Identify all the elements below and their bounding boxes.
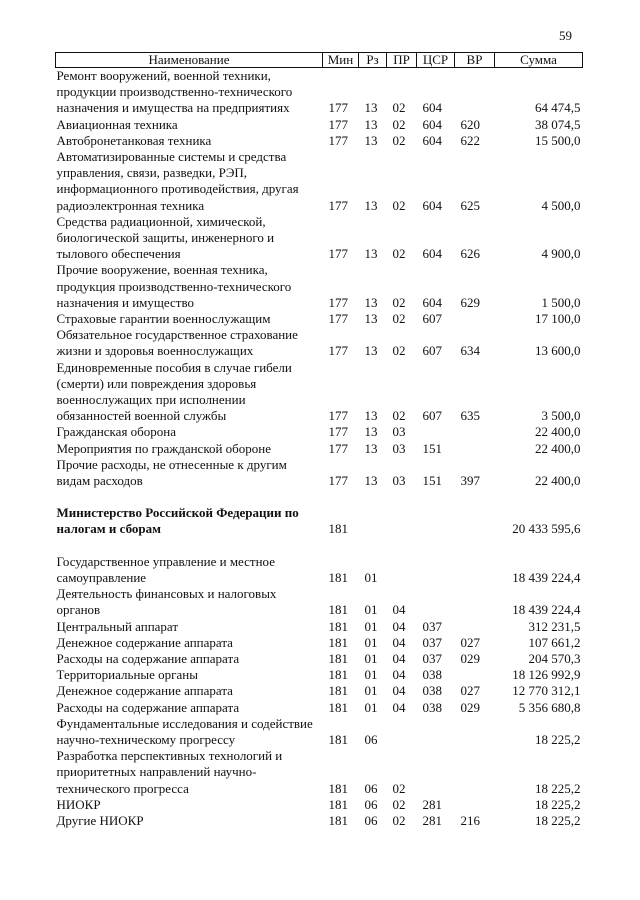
cell-name: Государственное управление и местное самоуправление [56,553,275,585]
cell-name: Автобронетанковая техника [56,132,212,148]
cell-vr: 625 [460,197,480,213]
cell-pr: 02 [392,796,406,812]
cell-rz: 01 [364,618,378,634]
cell-pr: 02 [392,197,406,213]
cell-csr: 151 [422,440,442,456]
cell-pr: 03 [392,440,406,456]
cell-min: 177 [328,343,348,359]
cell-name: Другие НИОКР [56,812,144,828]
cell-min: 181 [328,780,348,796]
cell-sum: 107 661,2 [528,634,581,650]
cell-csr: 281 [422,796,442,812]
cell-rz: 13 [364,116,378,132]
cell-pr: 02 [392,116,406,132]
cell-sum: 5 356 680,8 [518,699,581,715]
cell-name: Прочие вооружение, военная техника, продукция производственно-технического назначения и имущество [56,262,292,310]
table-row [56,117,583,133]
cell-csr: 151 [422,473,442,489]
cell-sum: 4 500,0 [541,197,581,213]
cell-sum: 22 400,0 [535,424,581,440]
cell-rz: 01 [364,634,378,650]
cell-csr [417,538,455,586]
cell-vr [455,586,495,618]
cell-vr [455,619,495,635]
header-pr: ПР [387,53,417,68]
cell-pr: 04 [392,683,406,699]
cell-rz: 13 [364,424,378,440]
cell-vr [455,667,495,683]
cell-sum: 15 500,0 [535,132,581,148]
cell-vr: 029 [460,699,480,715]
table-row [56,748,583,797]
cell-name: Разработка перспективных технологий и приоритетных направлений научно-технического прогресса [56,748,283,796]
cell-min: 177 [328,246,348,262]
cell-sum: 18 126 992,9 [512,667,581,683]
cell-sum: 312 231,5 [528,618,581,634]
cell-rz: 01 [364,683,378,699]
table-row [56,586,583,618]
cell-name: Центральный аппарат [56,618,179,634]
cell-min: 181 [328,731,348,747]
cell-csr: 038 [422,683,442,699]
cell-vr: 029 [460,650,480,666]
cell-pr: 04 [392,618,406,634]
table-body [56,68,583,830]
cell-rz: 06 [364,812,378,828]
cell-min: 181 [328,699,348,715]
cell-name: Единовременные пособия в случае гибели (смерти) или повреждения здоровья военнослужащих при исполнении обязанностей военной службы [56,359,292,424]
cell-vr: 397 [460,473,480,489]
cell-pr: 02 [392,408,406,424]
cell-pr [387,489,417,537]
cell-min: 181 [328,667,348,683]
cell-rz: 13 [364,473,378,489]
cell-rz: 13 [364,294,378,310]
cell-vr: 626 [460,246,480,262]
cell-vr [455,716,495,748]
table-row [56,360,583,425]
cell-vr [455,797,495,813]
cell-csr: 038 [422,667,442,683]
cell-min: 181 [328,683,348,699]
cell-name: Прочие расходы, не отнесенные к другим видам расходов [56,456,287,489]
cell-name: Авиационная техника [56,116,178,132]
cell-min: 177 [328,132,348,148]
cell-name: Министерство Российской Федерации по налогам и сборам [56,505,299,537]
cell-rz: 13 [364,197,378,213]
table-row [56,133,583,149]
cell-csr: 604 [422,132,442,148]
cell-rz: 13 [364,408,378,424]
cell-vr: 634 [460,343,480,359]
cell-vr [455,68,495,117]
page-number: 59 [559,28,572,43]
cell-name: Денежное содержание аппарата [56,683,233,699]
cell-sum: 38 074,5 [535,116,581,132]
cell-name: Денежное содержание аппарата [56,634,233,650]
table-row [56,262,583,311]
cell-rz: 06 [364,796,378,812]
cell-vr [455,748,495,797]
cell-csr: 038 [422,699,442,715]
cell-vr: 027 [460,634,480,650]
cell-pr: 04 [392,634,406,650]
budget-table [55,52,583,829]
cell-min: 177 [328,473,348,489]
cell-sum: 12 770 312,1 [512,683,581,699]
cell-sum: 20 433 595,6 [512,521,581,537]
cell-pr: 04 [392,650,406,666]
cell-sum: 204 570,3 [528,650,581,666]
cell-pr: 02 [392,343,406,359]
cell-min: 181 [328,569,348,585]
cell-csr: 037 [422,618,442,634]
cell-min: 177 [328,116,348,132]
table-row [56,635,583,651]
table-row [56,716,583,748]
cell-rz: 01 [364,667,378,683]
cell-rz: 01 [364,650,378,666]
table-row [56,538,583,586]
cell-min: 177 [328,440,348,456]
cell-csr: 607 [422,343,442,359]
cell-vr [455,489,495,537]
cell-csr: 281 [422,812,442,828]
cell-min: 181 [328,650,348,666]
table-row [56,813,583,829]
table-row [56,667,583,683]
cell-rz: 01 [364,569,378,585]
cell-rz: 01 [364,602,378,618]
cell-vr: 027 [460,683,480,699]
cell-rz: 13 [364,343,378,359]
cell-min: 177 [328,294,348,310]
cell-min: 177 [328,408,348,424]
cell-csr [417,716,455,748]
cell-min: 181 [328,812,348,828]
table-row [56,149,583,214]
cell-pr: 02 [392,780,406,796]
header-vr: ВР [455,53,495,68]
cell-name: Средства радиационной, химической, биологической защиты, инженерного и тылового обеспечения [56,213,275,262]
cell-sum: 18 225,2 [535,780,581,796]
cell-name: НИОКР [56,796,101,812]
cell-csr: 037 [422,650,442,666]
table-row [56,441,583,457]
cell-name: Гражданская оборона [56,424,177,440]
cell-pr: 03 [392,473,406,489]
cell-name: Обязательное государственное страхование жизни и здоровья военнослужащих [56,327,298,359]
cell-name: Расходы на содержание аппарата [56,650,240,666]
cell-pr: 02 [392,132,406,148]
cell-name: Территориальные органы [56,667,198,683]
cell-pr: 02 [392,812,406,828]
cell-rz: 13 [364,440,378,456]
cell-vr [455,538,495,586]
cell-name: Ремонт вооружений, военной техники, продукции производственно-технического назначения и имущества на предприятиях [56,68,293,116]
cell-pr: 04 [392,699,406,715]
cell-min: 177 [328,311,348,327]
cell-pr: 04 [392,602,406,618]
table-row [56,424,583,440]
cell-csr: 604 [422,294,442,310]
cell-csr: 037 [422,634,442,650]
cell-pr: 04 [392,667,406,683]
cell-sum: 64 474,5 [535,100,581,116]
cell-sum: 17 100,0 [535,311,581,327]
table-row [56,489,583,537]
cell-vr: 216 [460,812,480,828]
cell-vr: 620 [460,116,480,132]
cell-csr [417,748,455,797]
cell-rz: 13 [364,100,378,116]
header-rz: Рз [359,53,387,68]
table-row [56,457,583,489]
table-row [56,311,583,327]
cell-name: Страховые гарантии военнослужащим [56,311,271,327]
cell-pr: 02 [392,311,406,327]
table-row [56,700,583,716]
cell-name: Фундаментальные исследования и содействие научно-техническому прогрессу [56,715,313,747]
cell-min: 181 [328,521,348,537]
cell-csr [417,424,455,440]
cell-name: Мероприятия по гражданской обороне [56,440,272,456]
cell-min: 181 [328,602,348,618]
header-sum: Сумма [495,53,583,68]
cell-pr [387,538,417,586]
cell-csr [417,586,455,618]
cell-sum: 4 900,0 [541,246,581,262]
cell-sum: 22 400,0 [535,440,581,456]
cell-csr: 607 [422,311,442,327]
cell-sum: 18 439 224,4 [512,569,581,585]
cell-pr: 02 [392,100,406,116]
table-row [56,797,583,813]
cell-vr: 629 [460,294,480,310]
cell-rz: 13 [364,246,378,262]
header-min: Мин [323,53,359,68]
cell-name: Деятельность финансовых и налоговых органов [56,586,277,618]
table-row [56,68,583,117]
cell-min: 177 [328,100,348,116]
cell-rz: 01 [364,699,378,715]
cell-csr: 604 [422,197,442,213]
cell-rz [359,489,387,537]
cell-sum: 18 439 224,4 [512,602,581,618]
table-row [56,327,583,359]
table-row [56,683,583,699]
cell-vr [455,311,495,327]
cell-min: 177 [328,197,348,213]
cell-vr: 622 [460,132,480,148]
cell-min: 181 [328,618,348,634]
cell-rz: 13 [364,132,378,148]
cell-sum: 22 400,0 [535,473,581,489]
cell-vr [455,441,495,457]
table-header [56,53,583,68]
cell-csr: 604 [422,116,442,132]
cell-rz: 06 [364,731,378,747]
cell-sum: 3 500,0 [541,408,581,424]
table-row [56,651,583,667]
cell-name: Расходы на содержание аппарата [56,699,240,715]
cell-csr [417,489,455,537]
table-row [56,619,583,635]
cell-min: 181 [328,634,348,650]
cell-vr: 635 [460,408,480,424]
cell-sum: 18 225,2 [535,812,581,828]
cell-sum: 18 225,2 [535,796,581,812]
header-csr: ЦСР [417,53,455,68]
cell-min: 177 [328,424,348,440]
cell-csr: 604 [422,246,442,262]
cell-sum: 18 225,2 [535,731,581,747]
cell-pr: 02 [392,246,406,262]
cell-pr [387,716,417,748]
table-row [56,214,583,263]
cell-min: 181 [328,796,348,812]
cell-csr: 604 [422,100,442,116]
cell-pr: 03 [392,424,406,440]
cell-sum: 13 600,0 [535,343,581,359]
cell-rz: 13 [364,311,378,327]
header-name: Наименование [56,53,323,68]
cell-csr: 607 [422,408,442,424]
cell-vr [455,424,495,440]
cell-name: Автоматизированные системы и средства управления, связи, разведки, РЭП, информационного противодействия, другая радиоэлектронная техника [56,149,299,213]
cell-pr: 02 [392,294,406,310]
cell-rz: 06 [364,780,378,796]
cell-sum: 1 500,0 [541,294,581,310]
